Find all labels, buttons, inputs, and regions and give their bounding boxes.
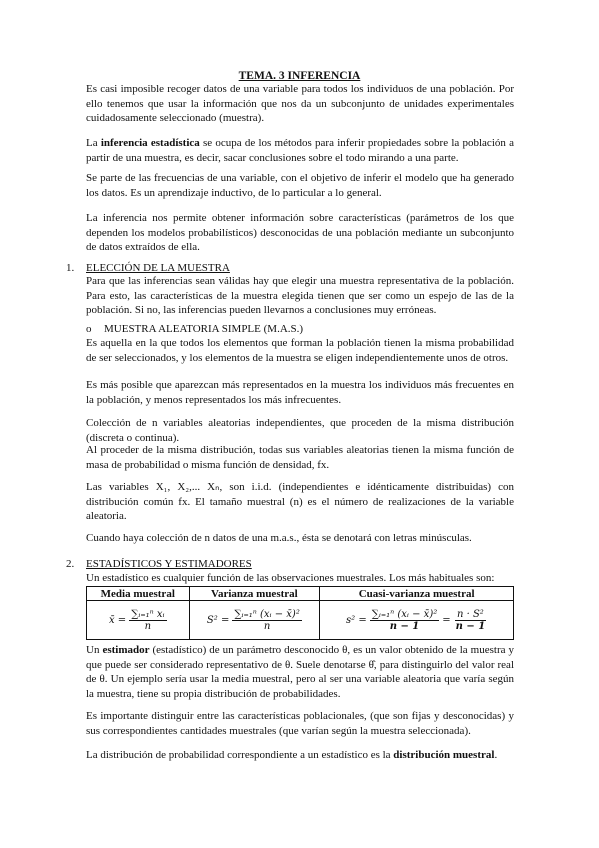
formula-lhs: S² = [206, 614, 230, 626]
section1-paragraph-4: Colección de n variables aleatorias independientes, que proceden de la misma distribución (discreta o continua). [86, 417, 514, 444]
table-header-row [87, 587, 514, 601]
fraction [232, 609, 302, 632]
section2-paragraph-2: Es importante distinguir entre las características poblacionales, (que son fijas y desconocidas) y sus correspondientes cantidades muestrales (que varían según la muestra seleccionada). [86, 710, 514, 737]
section-number: 2. [66, 558, 75, 570]
variance-formula [207, 609, 302, 632]
page-title: TEMA. 3 INFERENCIA [238, 70, 361, 82]
intro-paragraph-2 [86, 136, 514, 165]
numerator: ∑ᵢ₌₁ⁿ (xᵢ − x̄)² [371, 608, 438, 620]
section2-intro: Un estadístico es cualquier función de las observaciones muestrales. Los más habituales son: [86, 572, 495, 584]
section2-paragraph-1 [86, 643, 514, 701]
statistics-table [86, 586, 514, 640]
section1-paragraph-5: Al proceder de la misma distribución, todas sus variables aleatorias tienen la misma función de masa de probabilidad o misma función de densidad, fx. [86, 444, 514, 471]
intro-paragraph-1: Es casi imposible recoger datos de una variable para todos los individuos de una población. Por ello tenemos que usar la información que nos da un subconjunto de unidades experimentales cuidadosamente seleccionado (muestra). [86, 83, 514, 124]
bullet-icon: o [86, 323, 92, 335]
header-cuasi-varianza: Cuasi-varianza muestral [320, 587, 514, 601]
fraction [454, 609, 488, 632]
equals-sign: = [442, 614, 451, 626]
bold-term: distribución muestral [393, 749, 495, 761]
text: . [494, 749, 498, 761]
text: La [86, 137, 101, 149]
text: Un [86, 644, 103, 656]
numerator: n · S² [456, 608, 484, 620]
intro-paragraph-3: Se parte de las frecuencias de una variable, con el objetivo de inferir el modelo que ha generado los datos. Es un aprendizaje inductivo, de lo particular a lo general. [86, 172, 514, 199]
denominator: n [263, 620, 271, 632]
quasi-variance-formula [346, 609, 487, 632]
text: (estadístico) de un parámetro desconocido θ, es un valor obtenido de la muestra y que puede ser considerado representativo de θ. Suele denotarse θ̂, para distinguirlo del valor real de θ. Un ejemplo sería usar la media muestral, pero al ser una variable aleatoria que varía según la muestra, tiene su propia distribución de probabilidades. [86, 644, 514, 700]
section1-paragraph-6: Las variables X₁, X₂,... Xₙ, son i.i.d. (independientes e idénticamente distribuidas) con distribución común fx. El tamaño muestral (n) es el número de realizaciones de la variable aleatoria. [86, 481, 514, 522]
numerator: ∑ᵢ₌₁ⁿ xᵢ [131, 608, 165, 620]
denominator: n − 1 [389, 620, 420, 632]
section1-paragraph-2: Es aquella en la que todos los elementos que forman la población tienen la misma probabilidad de ser seleccionados, y los elementos de la muestra se eligen independientemente unos de otros. [86, 337, 514, 364]
section1-paragraph-7: Cuando haya colección de n datos de una m.a.s., ésta se denotará con letras minúsculas. [86, 532, 472, 544]
section-number: 1. [66, 262, 75, 274]
denominator: n − 1 [455, 620, 486, 632]
section-heading-2 [66, 558, 252, 570]
formula-cell-mean [87, 601, 190, 640]
section-label: ESTADÍSTICOS Y ESTIMADORES [86, 558, 252, 570]
subsection-label: MUESTRA ALEATORIA SIMPLE (M.A.S.) [104, 323, 304, 335]
section1-paragraph-1: Para que las inferencias sean válidas hay que elegir una muestra representativa de la población. Para esto, las características de la muestra elegida tienen que ser como un espejo de las de la población. Si no, las inferencias pueden llevarnos a conclusiones muy erróneas. [86, 275, 514, 316]
numerator: ∑ᵢ₌₁ⁿ (xᵢ − x̄)² [234, 608, 300, 620]
fraction [129, 609, 166, 632]
formula-lhs: s² = [346, 614, 367, 626]
section-label: ELECCIÓN DE LA MUESTRA [86, 262, 230, 274]
section1-paragraph-3: Es más posible que aparezcan más representados en la muestra los individuos más frecuentes en la población, y menos representados los más infrecuentes. [86, 379, 514, 406]
mean-formula [109, 609, 167, 632]
formula-cell-variance [189, 601, 320, 640]
intro-paragraph-4: La inferencia nos permite obtener información sobre características (parámetros de los que dependen los modelos probabilísticos) desconocidas de una población mediante un subconjunto de datos extraídos de ella. [86, 212, 514, 253]
text: se ocupa de los métodos para inferir propiedades sobre la población a partir de una muestra, es decir, sacar conclusiones sobre el todo mirando a una parte. [86, 137, 514, 164]
bold-term: inferencia estadística [100, 137, 200, 149]
table-row [87, 601, 514, 640]
header-varianza-muestral: Varianza muestral [189, 587, 320, 601]
bold-term: estimador [102, 644, 150, 656]
section2-paragraph-3 [86, 748, 514, 763]
section-heading-1 [66, 262, 230, 274]
formula-lhs: x̄ = [108, 614, 127, 626]
subsection-heading [86, 323, 303, 335]
text: La distribución de probabilidad correspondiente a un estadístico es la [86, 749, 394, 761]
denominator: n [144, 620, 152, 632]
header-media-muestral: Media muestral [87, 587, 190, 601]
fraction [370, 609, 440, 632]
formula-cell-quasi-variance [320, 601, 514, 640]
